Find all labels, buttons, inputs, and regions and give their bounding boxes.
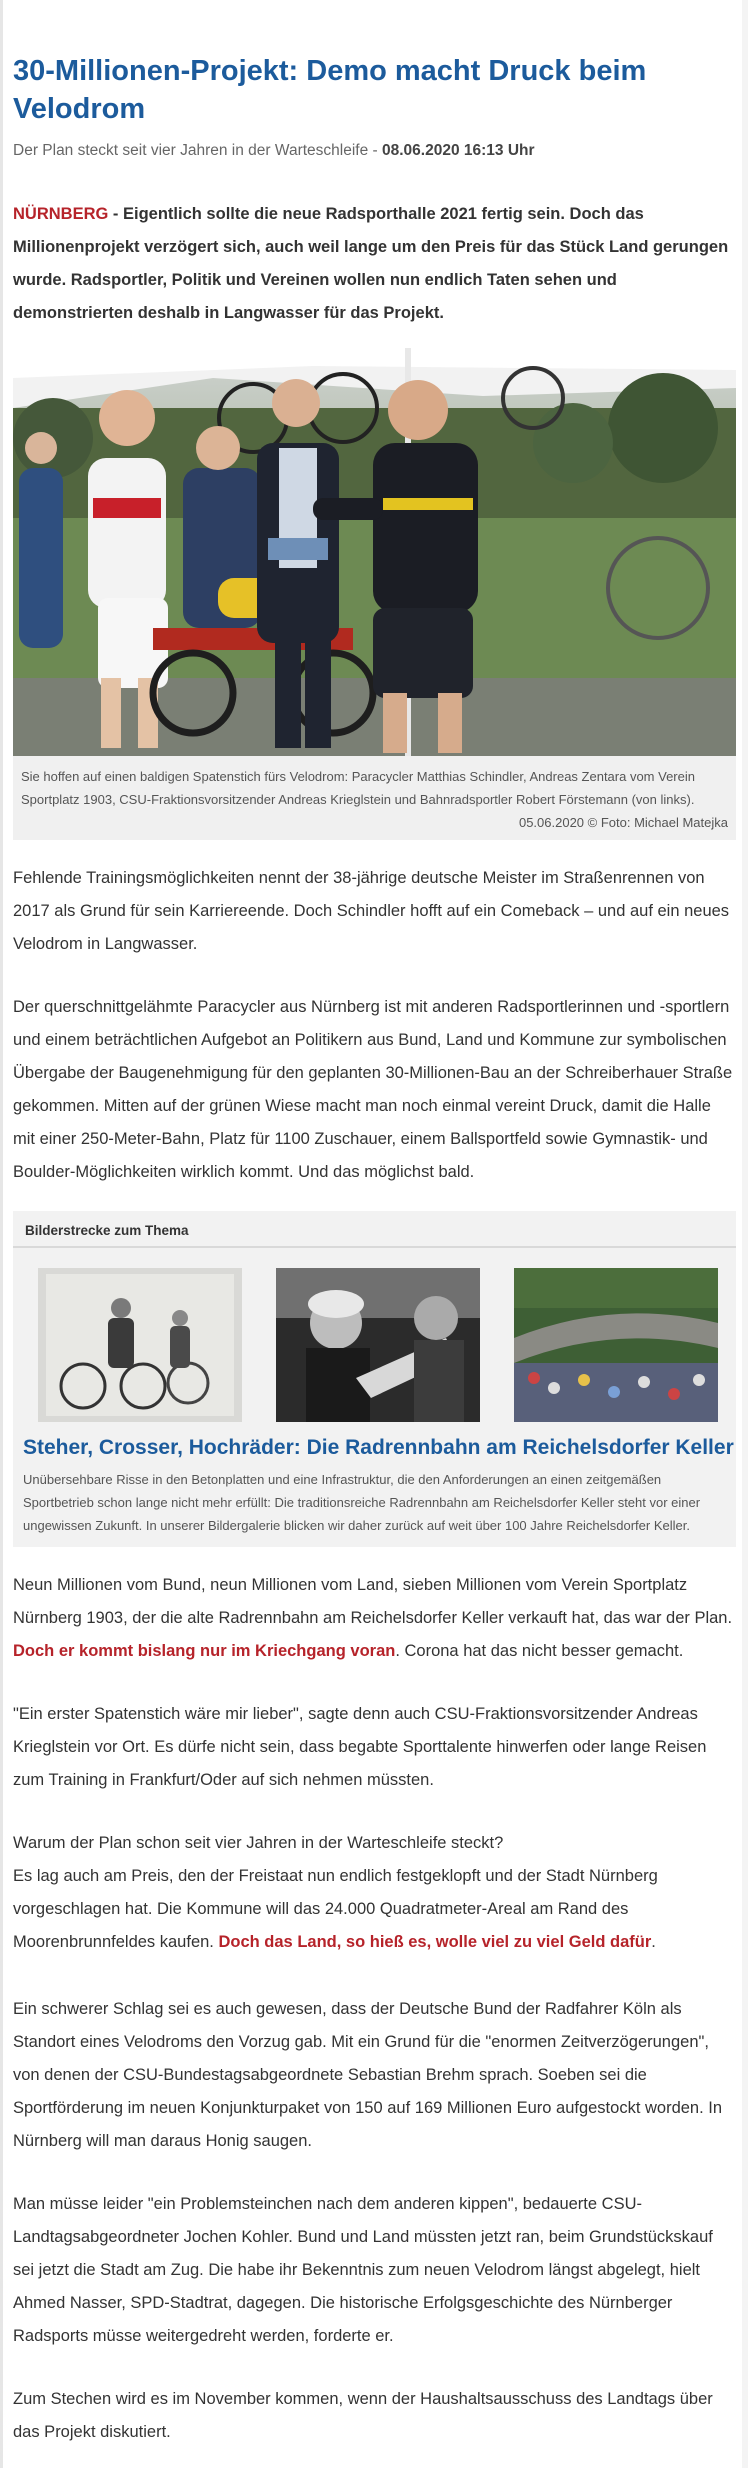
lead-text: - Eigentlich sollte die neue Radsporthalle 2021 fertig sein. Doch das Millionenprojekt verzögert sich, auch weil lange um den Preis für das Stück Land gerungen wurde. Radsportler, Politik und Vereinen wollen nun endlich Taten sehen und demonstrierten deshalb in Langwasser für das Projekt. bbox=[13, 205, 729, 322]
photo-caption bbox=[13, 756, 736, 840]
subline-text: Der Plan steckt seit vier Jahren in der Warteschleife - bbox=[13, 142, 382, 159]
gallery-thumbnails bbox=[13, 1248, 736, 1422]
article-subline bbox=[13, 142, 736, 160]
paragraph-6: Ein schwerer Schlag sei es auch gewesen, dass der Deutsche Bund der Radfahrer Köln als Standort eines Velodroms den Vorzug gab. Mit ein Grund für die "enormen Zeitverzögerungen", von denen der CSU-Bundestagsabgeordnete Sebastian Brehm sprach. Soeben sei die Sportförderung im neuen Konjunkturpaket von 150 auf 169 Millionen Euro aufgestockt worden. In Nürnberg will man daraus Honig saugen. bbox=[13, 2000, 723, 2150]
photo-credit: 05.06.2020 © Foto: Michael Matejka bbox=[518, 815, 728, 830]
paragraph-3 bbox=[13, 1569, 736, 1668]
paragraph-5-highlight: Doch das Land, so hieß es, wolle viel zu viel Geld dafür bbox=[218, 1933, 652, 1951]
photo-illustration bbox=[13, 348, 736, 756]
paragraph-5 bbox=[13, 1827, 736, 1959]
paragraph-5-text-d: . bbox=[651, 1933, 656, 1951]
main-photo-figure bbox=[13, 348, 736, 840]
gallery-heading: Bilderstrecke zum Thema bbox=[13, 1211, 736, 1248]
gallery-description: Unübersehbare Risse in den Betonplatten und eine Infrastruktur, die den Anforderungen an einen zeitgemäßen Sportbetrieb schon lange nicht mehr erfüllt: Die traditionsreiche Radrennbahn am Reichelsdorfer Keller steht vor einer ungewissen Zukunft. In unserer Bildergalerie blicken wir daher zurück auf weit über 100 Jahre Reichelsdorfer Keller. bbox=[23, 1472, 701, 1533]
article-lead bbox=[13, 198, 736, 330]
historic-racers-image bbox=[276, 1268, 480, 1422]
caption-text: Sie hoffen auf einen baldigen Spatenstich fürs Velodrom: Paracycler Matthias Schindler, Andreas Zentara vom Verein Sportplatz 1903, CSU-Fraktionsvorsitzender Andreas Krieglstein und Bahnradsportler Robert Förstemann (von links). bbox=[21, 769, 695, 807]
paragraph-2: Der querschnittgelähmte Paracycler aus Nürnberg ist mit anderen Radsportlerinnen und -sportlern und einem beträchtlichen Aufgebot an Politikern aus Bund, Land und Kommune zur symbolischen Übergabe der Baugenehmigung für den geplanten 30-Millionen-Bau an der Schreiberhauer Straße gekommen. Mitten auf der grünen Wiese macht man noch einmal vereint Druck, damit die Halle mit einer 250-Meter-Bahn, Platz für 1100 Zuschauer, einem Ballsportfeld sowie Gymnastik- und Boulder-Möglichkeiten wirklich kommt. Und das möglichst bald. bbox=[13, 998, 733, 1181]
related-gallery bbox=[13, 1211, 736, 1547]
gallery-thumbnail-1[interactable] bbox=[38, 1268, 242, 1422]
paragraph-4: "Ein erster Spatenstich wäre mir lieber", sagte denn auch CSU-Fraktionsvorsitzender Andreas Krieglstein vor Ort. Es dürfe nicht sein, dass begabte Sporttalente hinwerfen oder lange Reisen zum Training in Frankfurt/Oder auf sich nehmen müssten. bbox=[13, 1705, 707, 1789]
main-photo[interactable] bbox=[13, 348, 736, 756]
paragraph-7: Man müsse leider "ein Problemsteinchen nach dem anderen kippen", bedauerte CSU-Landtagsabgeordneter Jochen Kohler. Bund und Land müssten jetzt ran, beim Grundstückskauf sei jetzt die Stadt am Zug. Die habe ihr Bekenntnis zum neuen Velodrom längst abgelegt, hielt Ahmed Nasser, SPD-Stadtrat, dagegen. Die historische Erfolgsgeschichte des Nürnberger Radsports müsse weitergedreht werden, forderte er. bbox=[13, 2195, 713, 2345]
paragraph-1: Fehlende Trainingsmöglichkeiten nennt der 38-jährige deutsche Meister im Straßenrennen von 2017 als Grund für sein Karriereende. Doch Schindler hofft auf ein Comeback – und auf ein neues Velodrom in Langwasser. bbox=[13, 869, 730, 953]
left-border bbox=[0, 0, 3, 2468]
scrollbar-track[interactable] bbox=[742, 0, 748, 2468]
historic-cyclists-image bbox=[38, 1268, 242, 1422]
dateline-location: NÜRNBERG bbox=[13, 205, 109, 223]
paragraph-8: Zum Stechen wird es im November kommen, wenn der Haushaltsausschuss des Landtags über das Projekt diskutiert. bbox=[13, 2390, 713, 2441]
gallery-thumbnail-3[interactable] bbox=[514, 1268, 718, 1422]
paragraph-5-question: Warum der Plan schon seit vier Jahren in der Warteschleife steckt? bbox=[13, 1834, 504, 1852]
gallery-title-link[interactable]: Steher, Crosser, Hochräder: Die Radrennbahn am Reichelsdorfer Keller bbox=[23, 1436, 734, 1459]
article-date: 08.06.2020 16:13 Uhr bbox=[381, 142, 535, 159]
article-title: 30-Millionen-Projekt: Demo macht Druck beim Velodrom bbox=[13, 55, 647, 125]
race-track-image bbox=[514, 1268, 718, 1422]
paragraph-3-text-c: . Corona hat das nicht besser gemacht. bbox=[395, 1642, 684, 1660]
article-content bbox=[13, 0, 736, 2449]
paragraph-3-text-a: Neun Millionen vom Bund, neun Millionen vom Land, sieben Millionen vom Verein Sportplatz Nürnberg 1903, der die alte Radrennbahn am Reichelsdorfer Keller verkauft hat, das war der Plan. bbox=[13, 1576, 733, 1627]
paragraph-3-highlight: Doch er kommt bislang nur im Kriechgang voran bbox=[13, 1642, 396, 1660]
gallery-thumbnail-2[interactable] bbox=[276, 1268, 480, 1422]
paragraph-5-text-b: Es lag auch am Preis, den der Freistaat nun endlich festgeklopft und der Stadt Nürnberg vorgeschlagen hat. Die Kommune will das 24.000 Quadratmeter-Areal am Rand des Moorenbrunnfeldes kaufen. bbox=[13, 1867, 658, 1951]
